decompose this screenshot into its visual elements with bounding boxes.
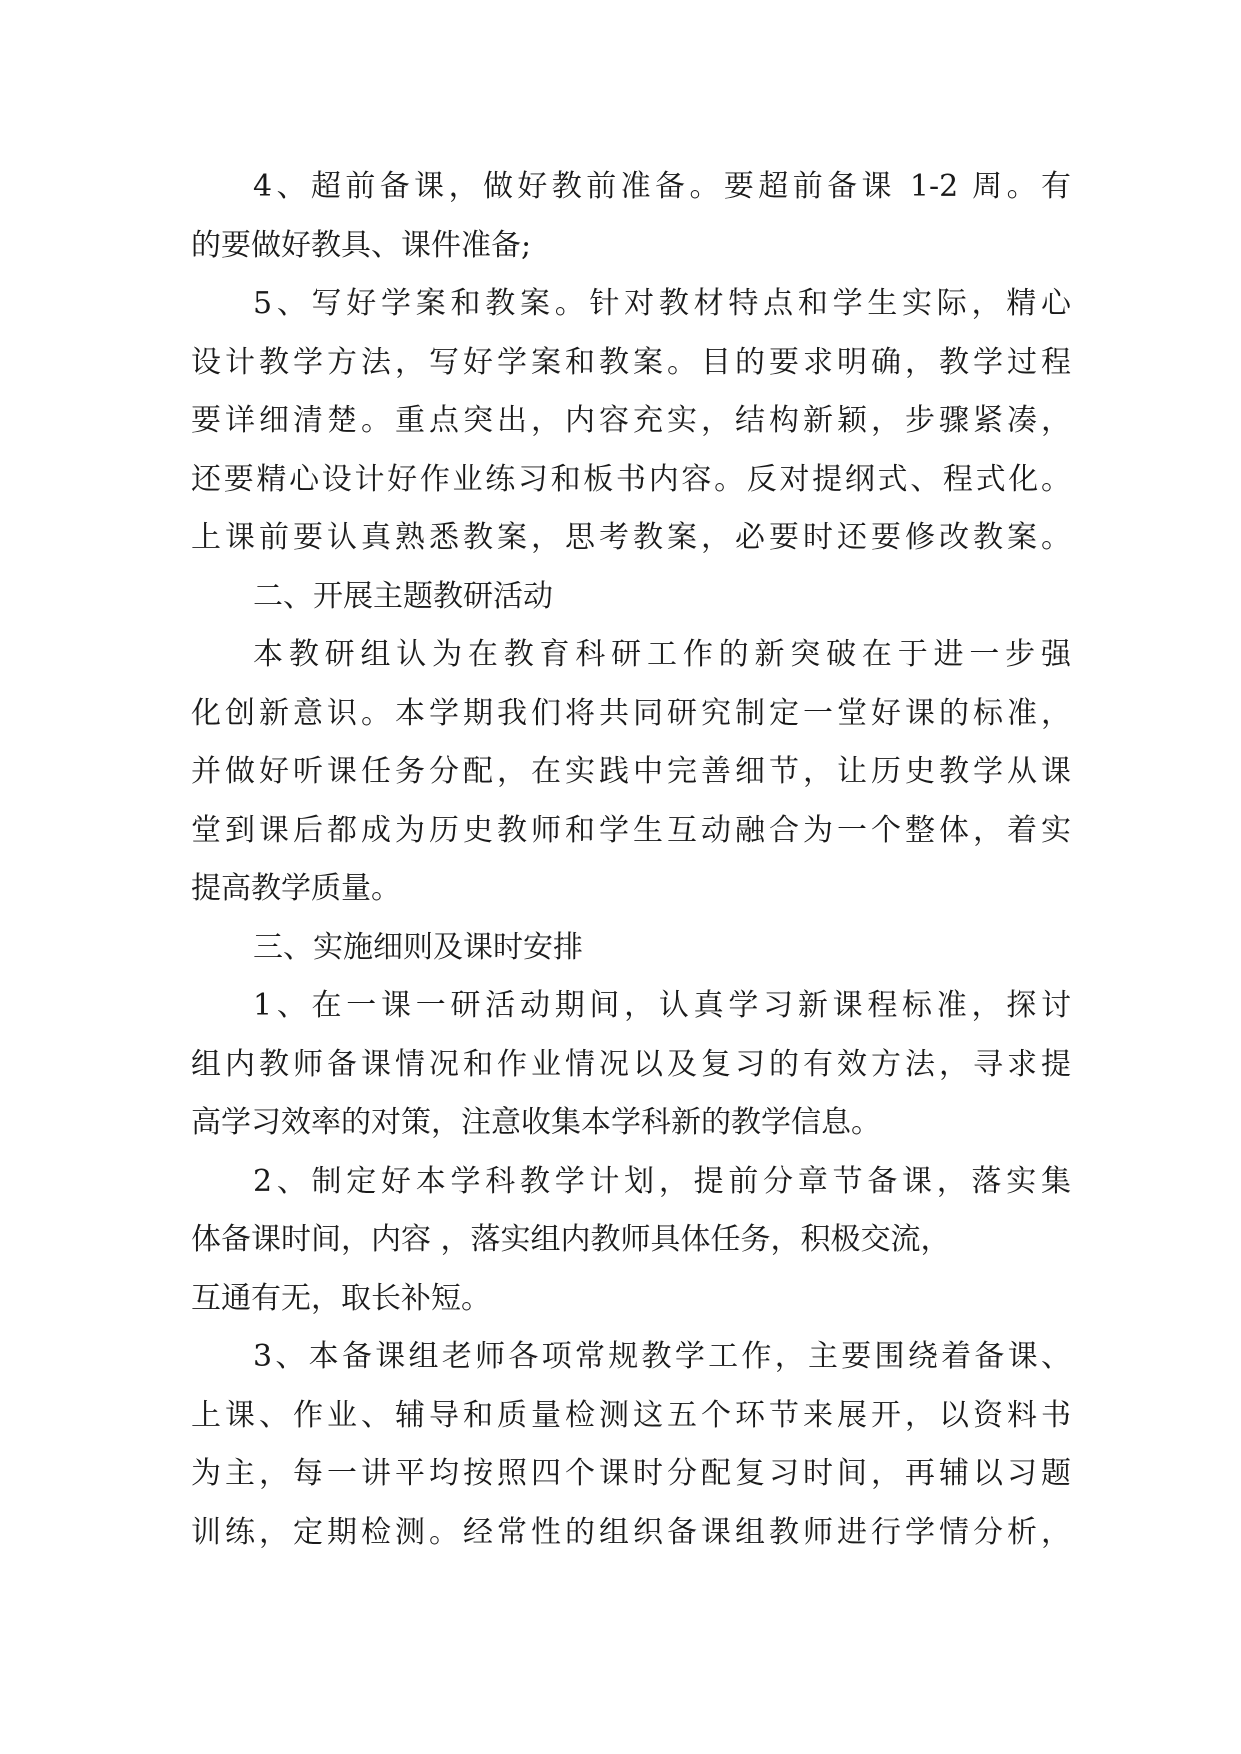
text-line: 1、在一课一研活动期间，认真学习新课程标准，探讨 — [253, 988, 1071, 1023]
text-line: 还要精心设计好作业练习和板书内容。反对提纲式、程式化。 — [191, 461, 1071, 497]
text-line: 5、写好学案和教案。针对教材特点和学生实际，精心 — [253, 286, 1071, 321]
text-line: 设计教学方法，写好学案和教案。目的要求明确，教学过程 — [191, 344, 1071, 380]
text-line: 3、本备课组老师各项常规教学工作，主要围绕着备课、 — [253, 1339, 1071, 1374]
text-line: 的要做好教具、课件准备; — [191, 227, 532, 263]
text-line: 互通有无，取长补短。 — [191, 1280, 491, 1316]
text-line: 2、制定好本学科教学计划，提前分章节备课，落实集 — [253, 1163, 1071, 1199]
text-line: 组内教师备课情况和作业情况以及复习的有效方法，寻求提 — [191, 1046, 1071, 1082]
text-line: 上课、作业、辅导和质量检测这五个环节来展开，以资料书 — [191, 1397, 1071, 1433]
text-line: 提高教学质量。 — [191, 871, 401, 906]
text-line: 化创新意识。本学期我们将共同研究制定一堂好课的标准， — [191, 695, 1071, 731]
text-line: 体备课时间，内容 ，落实组内教师具体任务，积极交流， — [191, 1222, 951, 1257]
text-line: 高学习效率的对策，注意收集本学科新的教学信息。 — [191, 1105, 881, 1140]
text-line: 二、开展主题教研活动 — [253, 578, 553, 614]
text-line: 三、实施细则及课时安排 — [253, 929, 583, 965]
text-line: 并做好听课任务分配，在实践中完善细节，让历史教学从课 — [191, 754, 1071, 789]
text-line: 要详细清楚。重点突出，内容充实，结构新颖，步骤紧凑， — [191, 403, 1071, 438]
text-line: 堂到课后都成为历史教师和学生互动融合为一个整体，着实 — [191, 812, 1071, 848]
text-line: 4、超前备课，做好教前准备。要超前备课 1-2 周。有 — [253, 169, 1071, 204]
text-line: 本教研组认为在教育科研工作的新突破在于进一步强 — [253, 637, 1071, 672]
text-line: 训练，定期检测。经常性的组织备课组教师进行学情分析， — [191, 1514, 1071, 1550]
text-line: 上课前要认真熟悉教案，思考教案，必要时还要修改教案。 — [191, 520, 1071, 555]
body-text — [191, 158, 1071, 1562]
text-line: 为主，每一讲平均按照四个课时分配复习时间，再辅以习题 — [191, 1456, 1071, 1491]
